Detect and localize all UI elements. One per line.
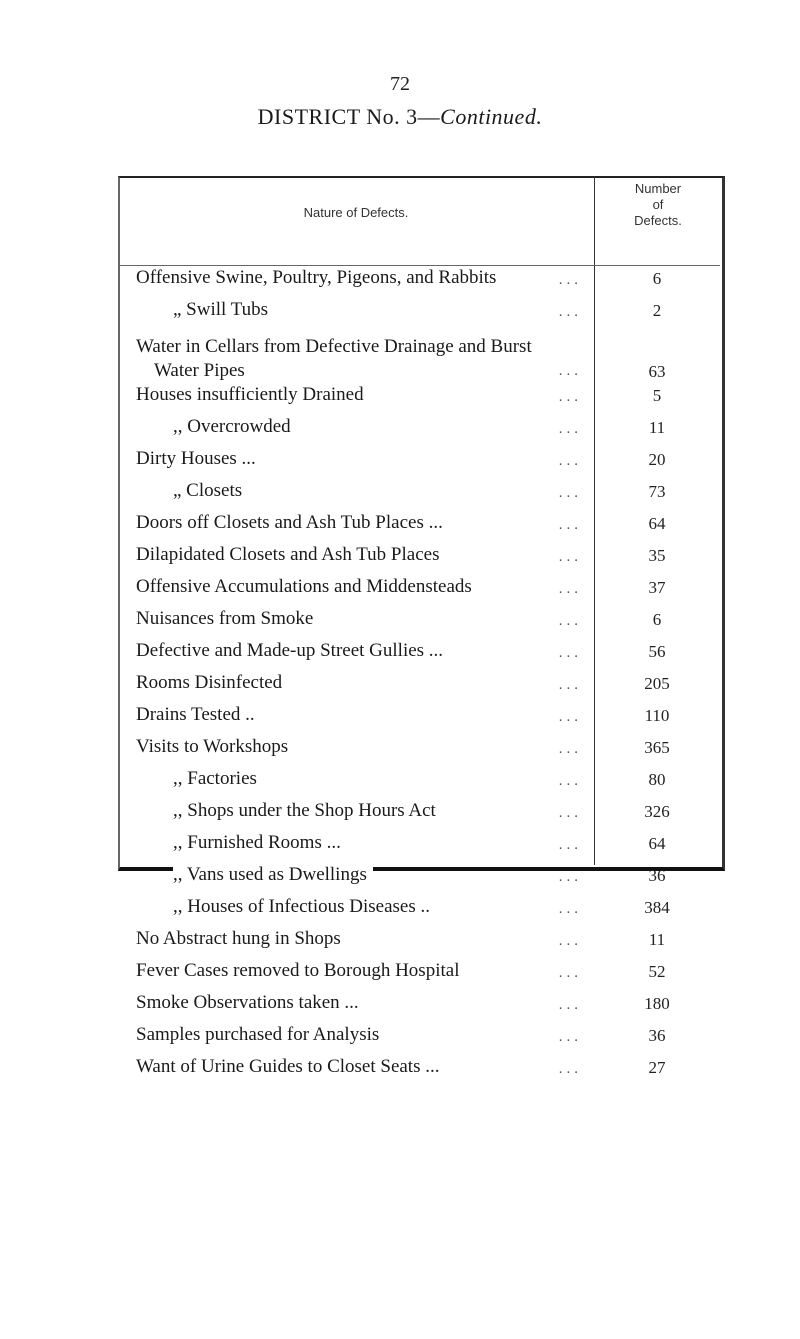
defect-label bbox=[118, 607, 594, 633]
table-row bbox=[118, 575, 720, 605]
header-nature-of-defects: Nature of Defects. bbox=[303, 205, 409, 220]
defect-label-text: ,, Houses of Infectious Diseases .. bbox=[173, 896, 436, 917]
dot-leader: ... bbox=[558, 453, 582, 469]
table-row bbox=[118, 735, 720, 765]
table-row bbox=[118, 927, 720, 957]
dot-leader: ... bbox=[558, 645, 582, 661]
dot-leader: ... bbox=[558, 613, 582, 629]
defect-count: 110 bbox=[644, 706, 670, 725]
header-number-line: of bbox=[652, 197, 664, 212]
defect-count: 365 bbox=[644, 738, 670, 757]
table-row bbox=[118, 298, 720, 328]
defect-count: 36 bbox=[648, 866, 666, 885]
defect-count: 20 bbox=[648, 450, 666, 469]
defect-label bbox=[118, 479, 594, 505]
defect-label bbox=[118, 767, 594, 793]
defect-label-text: Visits to Workshops bbox=[136, 736, 294, 757]
defect-count: 37 bbox=[648, 578, 666, 597]
defect-label-text: Smoke Observations taken ... bbox=[136, 992, 365, 1013]
table-row bbox=[118, 767, 720, 797]
heading-continued: Continued. bbox=[440, 104, 543, 129]
dot-leader: ... bbox=[558, 869, 582, 885]
defect-count: 180 bbox=[644, 994, 670, 1013]
defect-label bbox=[118, 639, 594, 665]
defect-count: 80 bbox=[648, 770, 666, 789]
dot-leader: ... bbox=[558, 363, 582, 379]
defect-label-text: Nuisances from Smoke bbox=[136, 608, 319, 629]
dot-leader: ... bbox=[558, 965, 582, 981]
dot-leader: ... bbox=[558, 272, 582, 288]
table-row bbox=[118, 511, 720, 541]
table-row bbox=[118, 1055, 720, 1085]
dot-leader: ... bbox=[558, 485, 582, 501]
defect-label bbox=[118, 831, 594, 857]
header-number-line: Defects. bbox=[634, 213, 682, 228]
table-row bbox=[118, 543, 720, 573]
dot-leader: ... bbox=[558, 773, 582, 789]
table-row bbox=[118, 415, 720, 445]
table-row bbox=[118, 383, 720, 413]
table-row bbox=[118, 991, 720, 1021]
defect-count: 2 bbox=[652, 301, 662, 320]
table-row bbox=[118, 335, 720, 383]
defect-label-text: Defective and Made-up Street Gullies ... bbox=[136, 640, 449, 661]
defect-label-text: Water in Cellars from Defective Drainage and Burst bbox=[136, 336, 538, 357]
defect-count: 6 bbox=[652, 610, 662, 629]
defect-count: 64 bbox=[648, 834, 666, 853]
defect-label-text: Offensive Accumulations and Middensteads bbox=[136, 576, 478, 597]
defect-count: 52 bbox=[648, 962, 666, 981]
defect-count: 63 bbox=[648, 362, 666, 381]
defect-count: 35 bbox=[648, 546, 666, 565]
table-row bbox=[118, 1023, 720, 1053]
defect-count: 384 bbox=[644, 898, 670, 917]
defect-label bbox=[118, 1055, 594, 1081]
defect-label-text: Fever Cases removed to Borough Hospital bbox=[136, 960, 465, 981]
page-number: 72 bbox=[390, 73, 410, 95]
table-row bbox=[118, 959, 720, 989]
heading-title: DISTRICT No. 3— bbox=[257, 104, 441, 129]
defect-count: 11 bbox=[648, 930, 666, 949]
defect-label bbox=[118, 266, 594, 292]
defect-label-text: Dilapidated Closets and Ash Tub Places bbox=[136, 544, 445, 565]
defect-count: 64 bbox=[648, 514, 666, 533]
defect-label-text: ,, Factories bbox=[173, 768, 263, 789]
dot-leader: ... bbox=[558, 549, 582, 565]
table-row bbox=[118, 639, 720, 669]
table-row bbox=[118, 703, 720, 733]
defect-label bbox=[118, 735, 594, 761]
dot-leader: ... bbox=[558, 741, 582, 757]
dot-leader: ... bbox=[558, 837, 582, 853]
defect-label bbox=[118, 927, 594, 953]
table-row bbox=[118, 607, 720, 637]
defect-count: 56 bbox=[648, 642, 666, 661]
defect-label-text: ,, Furnished Rooms ... bbox=[173, 832, 347, 853]
defect-count: 205 bbox=[644, 674, 670, 693]
defect-label-text: Samples purchased for Analysis bbox=[136, 1024, 385, 1045]
defect-label-text: Doors off Closets and Ash Tub Places ... bbox=[136, 512, 449, 533]
defect-label-text: „ Closets bbox=[173, 480, 248, 501]
header-number-line: Number bbox=[634, 181, 682, 196]
table-row bbox=[118, 831, 720, 861]
dot-leader: ... bbox=[558, 709, 582, 725]
table-row bbox=[118, 799, 720, 829]
defect-label bbox=[118, 703, 594, 729]
table-row bbox=[118, 447, 720, 477]
dot-leader: ... bbox=[558, 421, 582, 437]
defect-count: 6 bbox=[652, 269, 662, 288]
table-row bbox=[118, 671, 720, 701]
dot-leader: ... bbox=[558, 1029, 582, 1045]
defect-label-text: Houses insufficiently Drained bbox=[136, 384, 370, 405]
dot-leader: ... bbox=[558, 997, 582, 1013]
table-row bbox=[118, 479, 720, 509]
defect-label-text: Drains Tested .. bbox=[136, 704, 261, 725]
defect-label bbox=[118, 895, 594, 921]
defect-label bbox=[118, 799, 594, 825]
defect-count: 36 bbox=[648, 1026, 666, 1045]
dot-leader: ... bbox=[558, 901, 582, 917]
dot-leader: ... bbox=[558, 933, 582, 949]
dot-leader: ... bbox=[558, 805, 582, 821]
defect-label bbox=[118, 863, 594, 889]
defect-label bbox=[118, 671, 594, 697]
defect-label bbox=[118, 543, 594, 569]
dot-leader: ... bbox=[558, 304, 582, 320]
defect-count: 27 bbox=[648, 1058, 666, 1077]
dot-leader: ... bbox=[558, 1061, 582, 1077]
defect-count: 326 bbox=[644, 802, 670, 821]
defect-label-text: ,, Shops under the Shop Hours Act bbox=[173, 800, 442, 821]
defect-label bbox=[118, 415, 594, 441]
defect-label bbox=[118, 335, 594, 383]
defect-label bbox=[118, 447, 594, 473]
defect-count: 11 bbox=[648, 418, 666, 437]
defect-label-text: Offensive Swine, Poultry, Pigeons, and Rabbits bbox=[136, 267, 502, 288]
defect-label bbox=[118, 298, 594, 324]
defect-label-text: Want of Urine Guides to Closet Seats ... bbox=[136, 1056, 445, 1077]
defect-label bbox=[118, 511, 594, 537]
defect-count: 5 bbox=[652, 386, 662, 405]
defect-label-text: Dirty Houses ... bbox=[136, 448, 262, 469]
table-row bbox=[118, 895, 720, 925]
defect-label-text: ,, Vans used as Dwellings bbox=[173, 864, 373, 885]
table-row bbox=[118, 266, 720, 296]
defect-label bbox=[118, 959, 594, 985]
defect-label-text: „ Swill Tubs bbox=[173, 299, 274, 320]
defect-label-text: No Abstract hung in Shops bbox=[136, 928, 347, 949]
defect-label-text: ,, Overcrowded bbox=[173, 416, 297, 437]
dot-leader: ... bbox=[558, 677, 582, 693]
defect-label bbox=[118, 383, 594, 409]
defect-label-text: Rooms Disinfected bbox=[136, 672, 288, 693]
defect-label bbox=[118, 575, 594, 601]
defect-label-text-line2: Water Pipes bbox=[136, 360, 251, 381]
header-number-of-defects bbox=[596, 181, 720, 229]
dot-leader: ... bbox=[558, 389, 582, 405]
dot-leader: ... bbox=[558, 581, 582, 597]
dot-leader: ... bbox=[558, 517, 582, 533]
defect-label bbox=[118, 991, 594, 1017]
defect-count: 73 bbox=[648, 482, 666, 501]
page-heading bbox=[0, 104, 800, 130]
defect-label bbox=[118, 1023, 594, 1049]
table-row bbox=[118, 863, 720, 893]
